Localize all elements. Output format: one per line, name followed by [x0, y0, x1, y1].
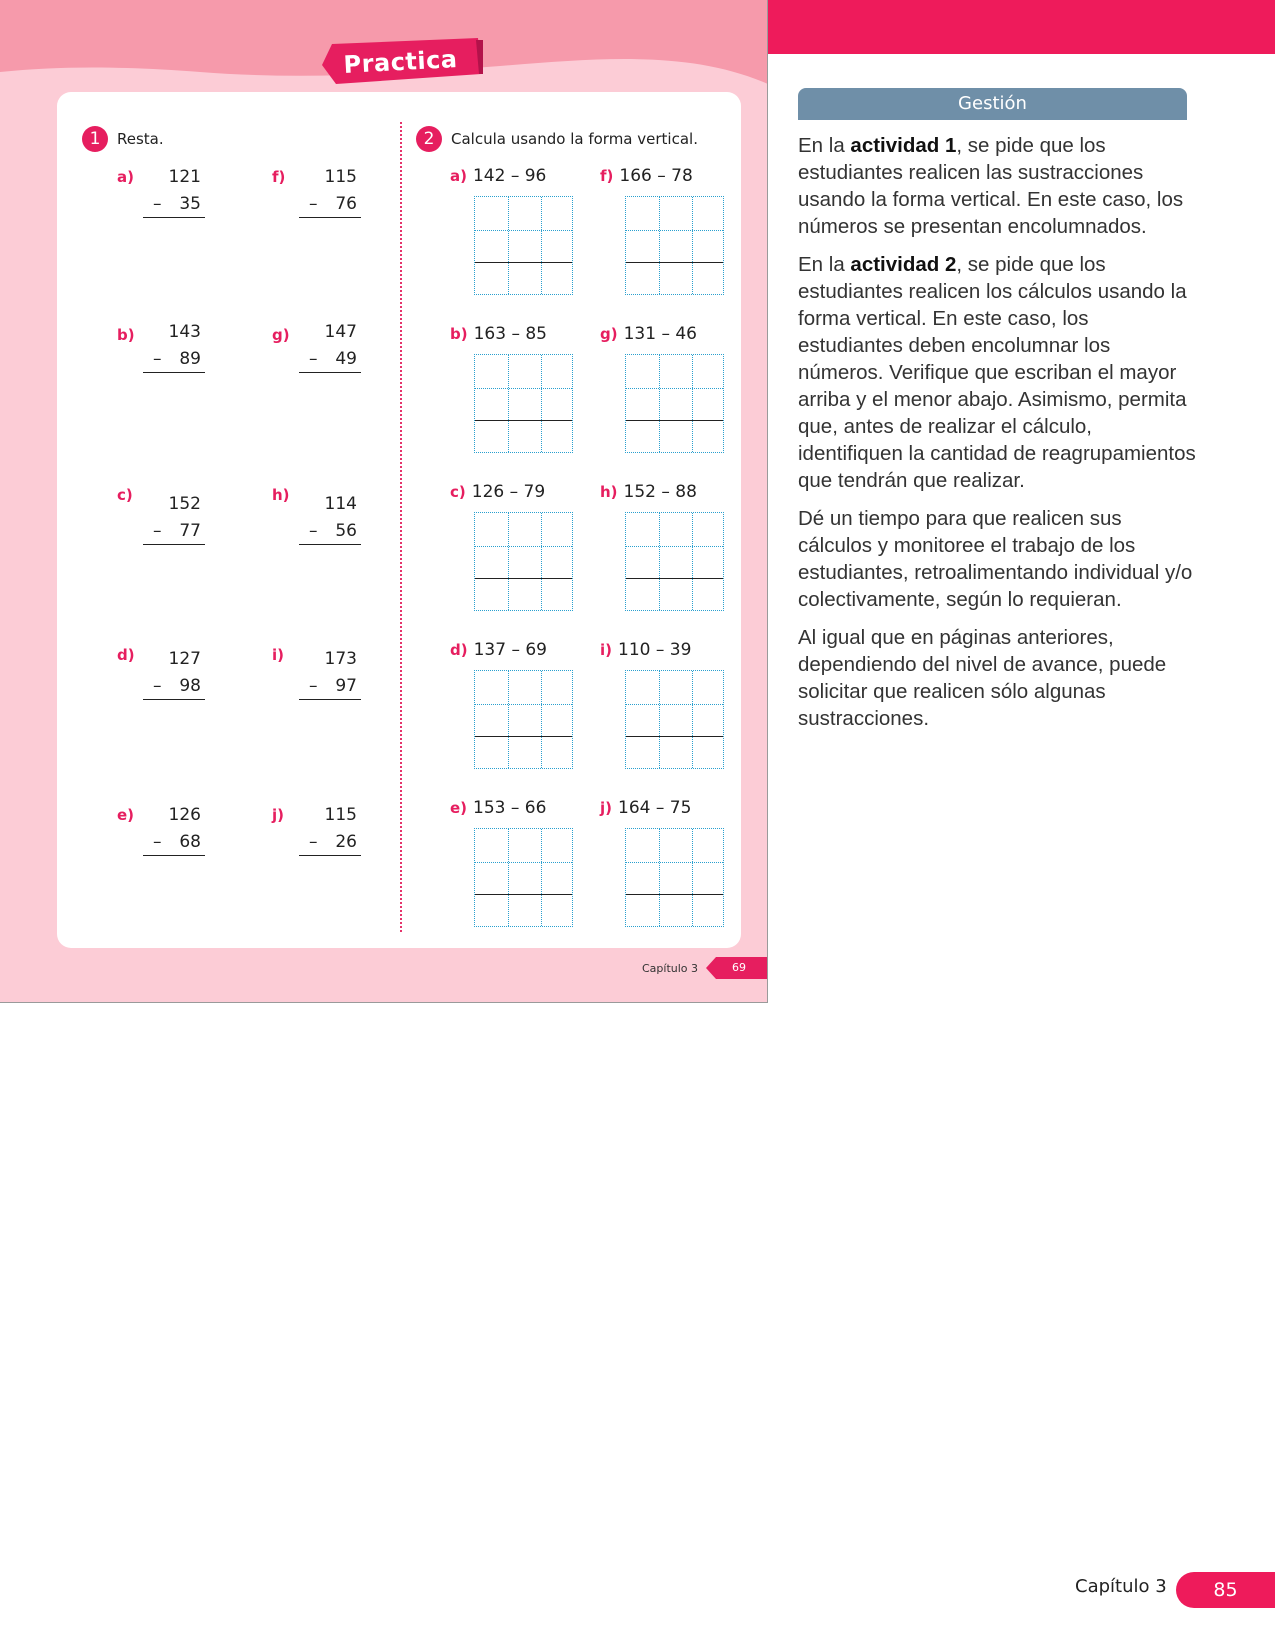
- vertical-exercise-e: [450, 798, 546, 818]
- minuend: 127: [168, 649, 201, 669]
- exercise-label: i): [272, 646, 284, 664]
- subtraction-f: [299, 163, 361, 218]
- subtrahend: 26: [335, 832, 357, 852]
- subtraction-h: [299, 490, 361, 545]
- minuend: 147: [324, 322, 357, 342]
- subtrahend: 56: [335, 521, 357, 541]
- answer-grid[interactable]: [474, 196, 573, 295]
- subtraction-a: [143, 163, 205, 218]
- exercise-label: i): [600, 641, 612, 659]
- minuend: 143: [168, 322, 201, 342]
- subtraction-d: [143, 645, 205, 700]
- exercise-label: a): [117, 168, 134, 186]
- exercise-label: e): [450, 799, 468, 817]
- activity-instruction: Calcula usando la forma vertical.: [451, 130, 698, 148]
- answer-grid[interactable]: [625, 354, 724, 453]
- minus-sign: –: [153, 349, 162, 369]
- exercise-expression: 166 – 78: [619, 166, 693, 186]
- vertical-exercise-j: [600, 798, 691, 818]
- exercise-label: g): [272, 326, 290, 344]
- subtrahend: 68: [179, 832, 201, 852]
- exercise-label: g): [600, 325, 618, 343]
- answer-grid[interactable]: [474, 670, 573, 769]
- exercise-expression: 131 – 46: [623, 324, 697, 344]
- exercise-expression: 110 – 39: [618, 640, 692, 660]
- exercise-label: e): [117, 806, 135, 824]
- minus-sign: –: [153, 832, 162, 852]
- minus-sign: –: [309, 676, 318, 696]
- subtrahend: 89: [179, 349, 201, 369]
- exercise-expression: 142 – 96: [472, 166, 547, 186]
- vertical-exercise-g: [600, 324, 697, 344]
- exercise-expression: 152 – 88: [623, 482, 697, 502]
- subtrahend: 98: [179, 676, 201, 696]
- guidance-paragraph: Al igual que en páginas anteriores, dependiendo del nivel de avance, puede solicitar que realicen sólo algunas sustracciones.: [798, 626, 1167, 730]
- guidance-paragraph: [798, 132, 1198, 240]
- answer-grid[interactable]: [625, 828, 724, 927]
- student-page-number: 69: [732, 961, 746, 974]
- vertical-exercise-i: [600, 640, 691, 660]
- exercise-expression: 153 – 66: [473, 798, 547, 818]
- subtraction-i: [299, 645, 361, 700]
- exercise-label: f): [600, 167, 614, 185]
- exercise-label: j): [600, 799, 612, 817]
- vertical-exercise-c: [450, 482, 545, 502]
- exercise-label: c): [117, 486, 133, 504]
- minus-sign: –: [153, 521, 162, 541]
- exercise-label: b): [117, 326, 135, 344]
- subtrahend: 49: [335, 349, 357, 369]
- vertical-exercise-d: [450, 640, 547, 660]
- minus-sign: –: [309, 349, 318, 369]
- vertical-exercise-h: [600, 482, 697, 502]
- minus-sign: –: [309, 521, 318, 541]
- exercise-label: d): [117, 646, 135, 664]
- top-accent-band: [768, 0, 1275, 54]
- exercise-label: a): [450, 167, 467, 185]
- activity-number: 1: [82, 126, 108, 152]
- minus-sign: –: [153, 194, 162, 214]
- text-run: , se pide que los estudiantes realicen los cálculos usando la forma vertical. En este caso, los estudiantes deben encolumnar los números. Verifique que escriban el mayor arriba y el menor abajo. Asimismo, permita que, antes de realizar el cálculo, identifiquen la cantidad de reagrupamientos que tendrán que realizar.: [798, 253, 1196, 492]
- student-page-chapter: Capítulo 3: [642, 962, 699, 975]
- subtraction-e: [143, 801, 205, 856]
- answer-grid[interactable]: [474, 512, 573, 611]
- activity-number: 2: [416, 126, 442, 152]
- answer-grid[interactable]: [625, 512, 724, 611]
- exercise-label: f): [272, 168, 286, 186]
- answer-grid[interactable]: [625, 670, 724, 769]
- subtrahend: 76: [335, 194, 357, 214]
- text-run: En la: [798, 134, 851, 157]
- subtraction-g: [299, 318, 361, 373]
- minuend: 114: [324, 494, 357, 514]
- exercise-label: h): [600, 483, 618, 501]
- exercise-label: d): [450, 641, 468, 659]
- vertical-exercise-f: [600, 166, 693, 186]
- vertical-exercise-b: [450, 324, 547, 344]
- subtraction-c: [143, 490, 205, 545]
- answer-grid[interactable]: [474, 354, 573, 453]
- subtrahend: 97: [335, 676, 357, 696]
- activity-1-header: [82, 126, 164, 152]
- exercise-expression: 164 – 75: [618, 798, 692, 818]
- guidance-paragraph: [798, 251, 1198, 494]
- minuend: 152: [168, 494, 201, 514]
- exercise-expression: 126 – 79: [471, 482, 546, 502]
- subtraction-j: [299, 801, 361, 856]
- minuend: 173: [324, 649, 357, 669]
- exercise-label: b): [450, 325, 468, 343]
- answer-grid[interactable]: [625, 196, 724, 295]
- minus-sign: –: [309, 194, 318, 214]
- minus-sign: –: [153, 676, 162, 696]
- gestion-heading: Gestión: [798, 88, 1187, 120]
- exercise-label: c): [450, 483, 466, 501]
- vertical-exercise-a: [450, 166, 546, 186]
- subtraction-b: [143, 318, 205, 373]
- exercise-expression: 163 – 85: [473, 324, 547, 344]
- answer-grid[interactable]: [474, 828, 573, 927]
- column-divider: [400, 122, 402, 932]
- chapter-label: Capítulo 3: [1075, 1576, 1167, 1597]
- page-number: 85: [1176, 1572, 1275, 1608]
- minuend: 115: [324, 805, 357, 825]
- subtrahend: 35: [179, 194, 201, 214]
- teacher-guidance-text: [798, 132, 1198, 743]
- page-title: Practica: [342, 45, 459, 79]
- text-run: , se pide que los estudiantes realicen las sustracciones usando la forma vertical. En este caso, los números se presentan encolumnados.: [798, 134, 1184, 238]
- minus-sign: –: [309, 832, 318, 852]
- minuend: 115: [324, 167, 357, 187]
- text-run: En la: [798, 253, 851, 276]
- exercise-label: j): [272, 806, 284, 824]
- subtrahend: 77: [179, 521, 201, 541]
- exercise-label: h): [272, 486, 290, 504]
- bold-run: actividad 2: [850, 253, 957, 276]
- activity-instruction: Resta.: [117, 130, 164, 148]
- bold-run: actividad 1: [850, 134, 957, 157]
- exercise-expression: 137 – 69: [473, 640, 547, 660]
- minuend: 121: [168, 167, 201, 187]
- minuend: 126: [168, 805, 201, 825]
- activity-2-header: [416, 126, 698, 152]
- student-book-page: [0, 0, 768, 1003]
- guidance-paragraph: Dé un tiempo para que realicen sus cálculos y monitoree el trabajo de los estudiantes, retroalimentando individual y/o colectivamente, según lo requieran.: [798, 507, 1193, 611]
